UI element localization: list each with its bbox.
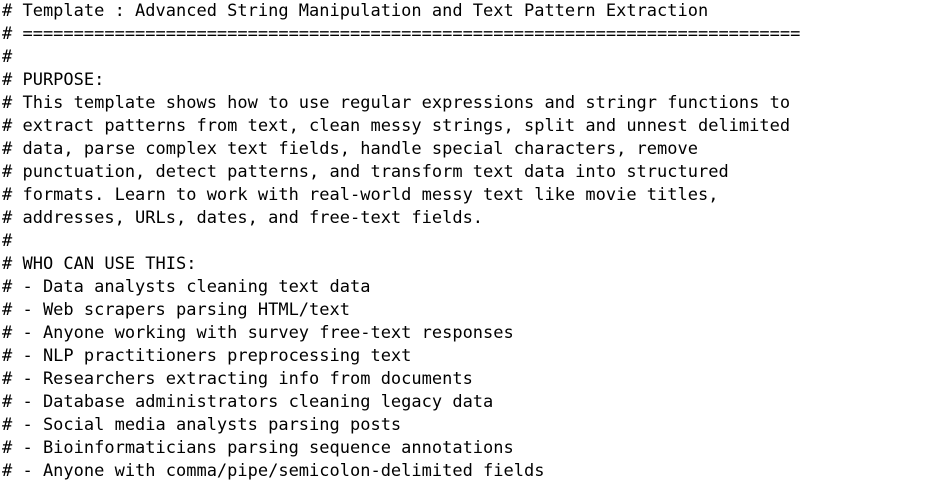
code-line: # extract patterns from text, clean messy strings, split and unnest delimited [2, 116, 791, 136]
code-line: # data, parse complex text fields, handle special characters, remove [2, 139, 698, 159]
code-line: # PURPOSE: [2, 70, 105, 90]
code-line: # formats. Learn to work with real-world messy text like movie titles, [2, 185, 719, 205]
code-line: # - Web scrapers parsing HTML/text [2, 300, 350, 320]
code-line: # [2, 47, 13, 67]
code-line: # This template shows how to use regular expressions and stringr functions to [2, 93, 791, 113]
code-line: # WHO CAN USE THIS: [2, 254, 197, 274]
code-line: # Template : Advanced String Manipulation and Text Pattern Extraction [2, 1, 709, 21]
code-line: # [2, 231, 13, 251]
code-line: # punctuation, detect patterns, and transform text data into structured [2, 162, 729, 182]
code-line: # - Researchers extracting info from documents [2, 369, 473, 389]
code-line: # - Social media analysts parsing posts [2, 415, 402, 435]
code-line: # - Database administrators cleaning legacy data [2, 392, 494, 412]
code-line: # - Anyone working with survey free-text responses [2, 323, 514, 343]
code-line: # - Bioinformaticians parsing sequence annotations [2, 438, 514, 458]
code-line: # - Data analysts cleaning text data [2, 277, 371, 297]
code-line: # ============================================================================ [2, 24, 801, 44]
code-line: # - NLP practitioners preprocessing text [2, 346, 412, 366]
code-line: # - Anyone with comma/pipe/semicolon-delimited fields [2, 461, 545, 481]
code-line: # addresses, URLs, dates, and free-text fields. [2, 208, 484, 228]
